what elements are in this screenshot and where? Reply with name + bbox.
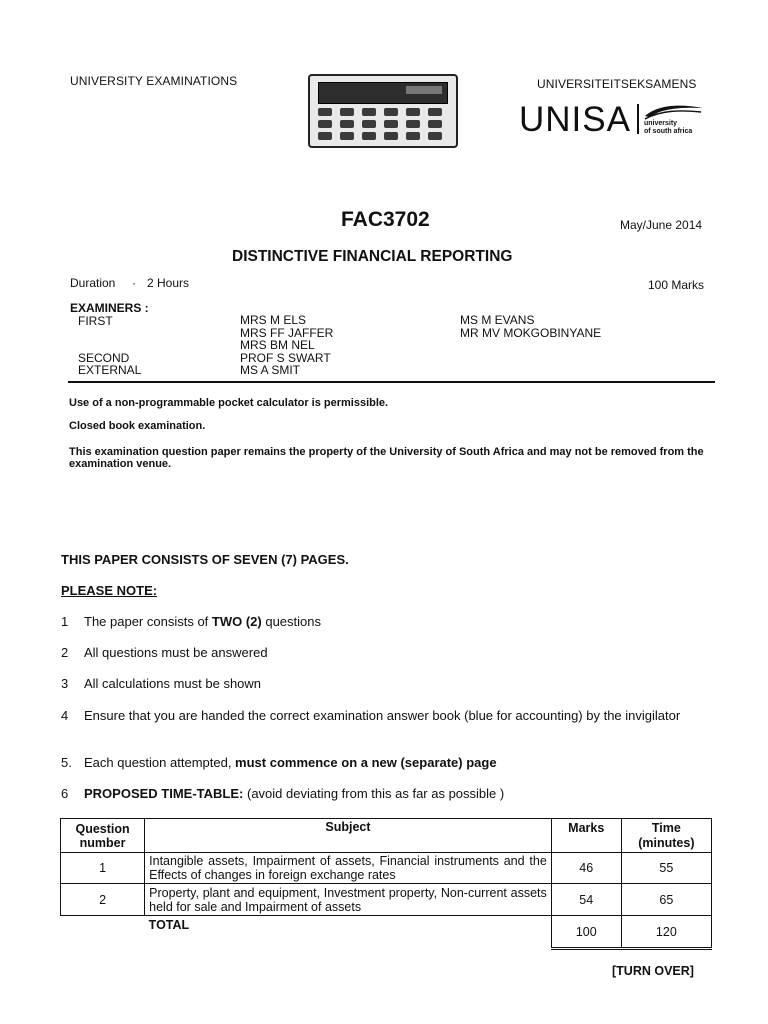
exam-code: FAC3702	[341, 208, 430, 231]
timetable	[60, 818, 712, 950]
header-right-text: UNIVERSITEITSEKSAMENS	[537, 77, 697, 91]
calculator-notice: Use of a non-programmable pocket calculator is permissible.	[69, 397, 389, 409]
pages-line: THIS PAPER CONSISTS OF SEVEN (7) PAGES.	[61, 552, 349, 567]
duration-label: Duration	[70, 276, 116, 290]
calculator-image	[308, 74, 458, 148]
examiner-name: MR MV MOKGOBINYANE	[460, 325, 602, 340]
note-number: 3	[61, 676, 69, 691]
examiner-name: MS M EVANS	[460, 313, 535, 327]
note-text: questions	[261, 614, 321, 629]
total-marks: 100 Marks	[648, 278, 705, 292]
exam-title: DISTINCTIVE FINANCIAL REPORTING	[232, 248, 513, 265]
examiner-external-name: MS A SMIT	[240, 363, 301, 377]
header-time: Time (minutes)	[621, 819, 711, 853]
unisa-logo	[519, 100, 709, 142]
note-emphasis: PROPOSED TIME-TABLE:	[84, 786, 244, 801]
duration-value: 2 Hours	[147, 276, 190, 290]
note-item	[84, 614, 321, 629]
note-emphasis: TWO (2)	[211, 614, 262, 629]
cell-marks: 46	[551, 853, 621, 884]
note-text: (avoid deviating from this as far as possible )	[243, 786, 505, 801]
header-left-text: UNIVERSITY EXAMINATIONS	[70, 74, 238, 88]
header-marks: Marks	[551, 819, 621, 853]
note-text: The paper consists of	[84, 614, 212, 629]
cell-question: 1	[61, 853, 145, 884]
total-time-cell: 120	[621, 916, 711, 949]
cell-question: 2	[61, 884, 145, 916]
unisa-logo-subtext-1: university	[644, 120, 678, 127]
note-item	[84, 676, 261, 691]
note-emphasis: must commence on a new (separate) page	[235, 755, 497, 770]
examiners-first-column-1	[240, 314, 333, 352]
examiner-name: MRS BM NEL	[240, 338, 315, 352]
table-row	[61, 853, 712, 884]
note-item	[84, 645, 268, 660]
note-number: 6	[61, 786, 69, 801]
note-text: Each question attempted,	[84, 755, 236, 770]
exam-session: May/June 2014	[620, 218, 703, 232]
examiner-external-label: EXTERNAL	[78, 363, 142, 377]
examiner-second-label: SECOND	[78, 351, 130, 365]
cell-time: 65	[621, 884, 711, 916]
timetable-header-row	[61, 819, 712, 853]
examiner-name: MRS FF JAFFER	[240, 325, 334, 340]
examiner-second-name: PROF S SWART	[240, 351, 331, 365]
cell-time: 55	[621, 853, 711, 884]
note-item	[84, 786, 504, 801]
note-number: 4	[61, 708, 69, 723]
table-total-row	[61, 916, 712, 949]
property-notice: This examination question paper remains the property of the University of South Africa and may not be removed from the examination venue.	[69, 446, 704, 470]
cell-subject: Property, plant and equipment, Investment property, Non-current assets held for sale and Impairment of assets	[145, 884, 552, 916]
header-question: Question number	[61, 819, 145, 853]
empty-cell	[61, 916, 145, 949]
note-text: All questions must be answered	[84, 645, 268, 660]
note-text: All calculations must be shown	[84, 676, 262, 691]
table-row	[61, 884, 712, 916]
examiners-heading: EXAMINERS :	[70, 301, 149, 315]
examiners-first-column-2	[460, 314, 601, 339]
note-number: 5.	[61, 755, 72, 770]
unisa-logo-text: UNISA	[519, 100, 631, 139]
turn-over-footer: [TURN OVER]	[612, 964, 694, 978]
note-text: Ensure that you are handed the correct examination answer book (blue for accounting) by the invigilator	[84, 708, 681, 723]
unisa-swoosh-icon	[643, 102, 705, 120]
cell-marks: 54	[551, 884, 621, 916]
header-divider	[68, 381, 715, 383]
header-subject: Subject	[145, 819, 552, 853]
please-note-heading: PLEASE NOTE:	[61, 583, 158, 598]
note-item	[84, 755, 497, 770]
cell-subject: Intangible assets, Impairment of assets, Financial instruments and the Effects of changes in foreign exchange rates	[145, 853, 552, 884]
unisa-logo-subtext-2: of south africa	[644, 128, 693, 135]
examiner-first-label: FIRST	[78, 314, 113, 328]
total-label: TOTAL	[148, 918, 190, 932]
examiner-name: MRS M ELS	[240, 313, 307, 327]
note-number: 1	[61, 614, 69, 629]
note-item	[84, 708, 706, 723]
closed-book-notice: Closed book examination.	[69, 420, 206, 432]
note-number: 2	[61, 645, 69, 660]
total-marks-cell: 100	[551, 916, 621, 949]
duration-separator-icon: ·	[132, 276, 136, 290]
